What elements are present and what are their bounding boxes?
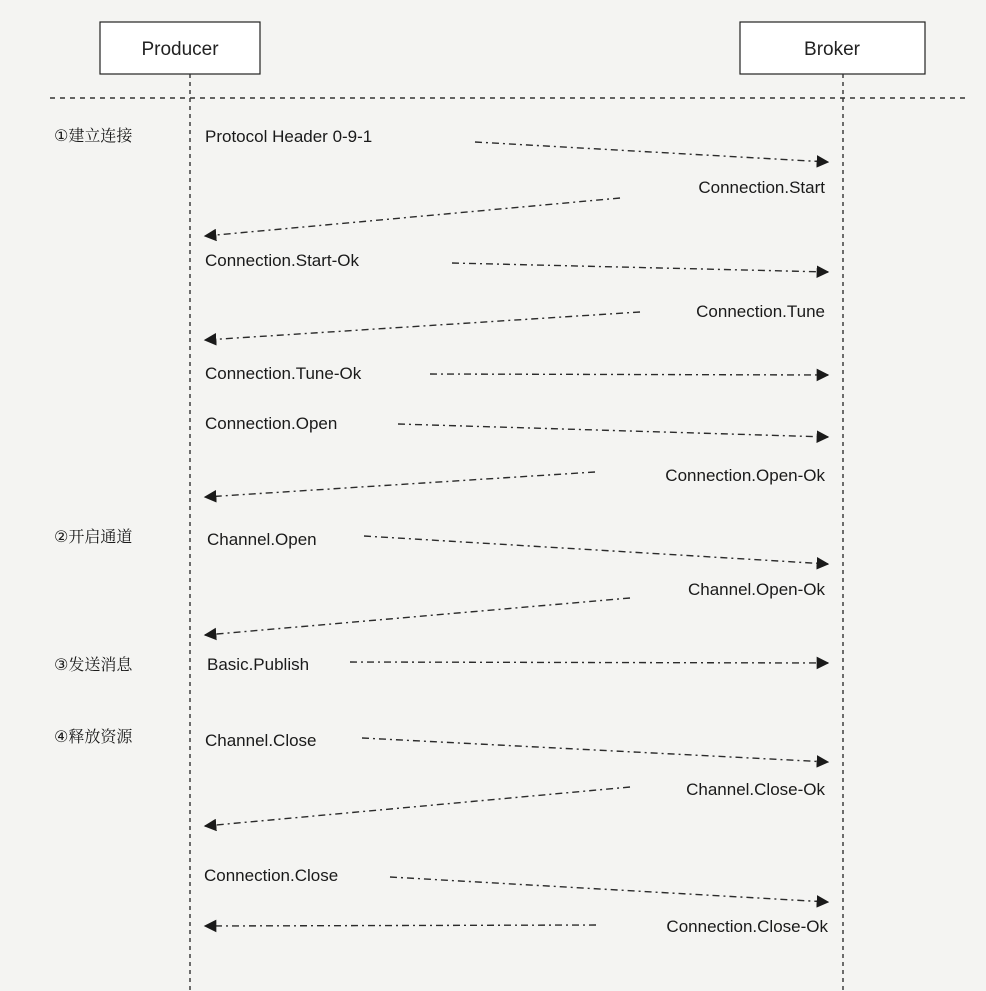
msg-label-channel-close-ok: Channel.Close-Ok xyxy=(686,780,825,799)
msg-arrow-channel-close xyxy=(362,738,828,762)
broker-label: Broker xyxy=(804,39,860,60)
msg-arrow-connection-close-ok xyxy=(205,925,596,926)
msg-label-connection-start: Connection.Start xyxy=(698,178,825,197)
msg-arrow-connection-start xyxy=(205,198,620,236)
msg-arrow-basic-publish xyxy=(350,662,828,663)
msg-arrow-connection-open xyxy=(398,424,828,437)
phase-label-release: ④释放资源 xyxy=(54,729,133,746)
msg-label-channel-close: Channel.Close xyxy=(205,731,317,750)
msg-arrow-connection-start-ok xyxy=(452,263,828,272)
msg-arrow-channel-open xyxy=(364,536,828,564)
msg-arrow-channel-open-ok xyxy=(205,598,630,635)
producer-label: Producer xyxy=(141,39,219,60)
msg-arrow-channel-close-ok xyxy=(205,787,630,826)
phase-label-connect: ①建立连接 xyxy=(54,128,133,145)
phase-label-channel: ②开启通道 xyxy=(54,529,133,546)
msg-arrow-protocol-header xyxy=(475,142,828,162)
msg-label-protocol-header: Protocol Header 0-9-1 xyxy=(205,127,373,146)
msg-label-basic-publish: Basic.Publish xyxy=(207,655,310,674)
msg-arrow-connection-close xyxy=(390,877,828,902)
msg-label-channel-open-ok: Channel.Open-Ok xyxy=(687,580,825,599)
msg-label-connection-open-ok: Connection.Open-Ok xyxy=(665,466,825,485)
msg-arrow-connection-tune-ok xyxy=(430,374,828,375)
msg-label-connection-open: Connection.Open xyxy=(205,414,338,433)
msg-label-connection-start-ok: Connection.Start-Ok xyxy=(205,251,360,270)
msg-label-channel-open: Channel.Open xyxy=(207,530,317,549)
msg-label-connection-tune: Connection.Tune xyxy=(696,302,825,321)
msg-label-connection-tune-ok: Connection.Tune-Ok xyxy=(205,364,362,383)
phase-label-publish: ③发送消息 xyxy=(54,657,133,674)
msg-label-connection-close-ok: Connection.Close-Ok xyxy=(666,917,828,936)
msg-arrow-connection-open-ok xyxy=(205,472,595,497)
msg-label-connection-close: Connection.Close xyxy=(204,866,339,885)
msg-arrow-connection-tune xyxy=(205,312,640,340)
